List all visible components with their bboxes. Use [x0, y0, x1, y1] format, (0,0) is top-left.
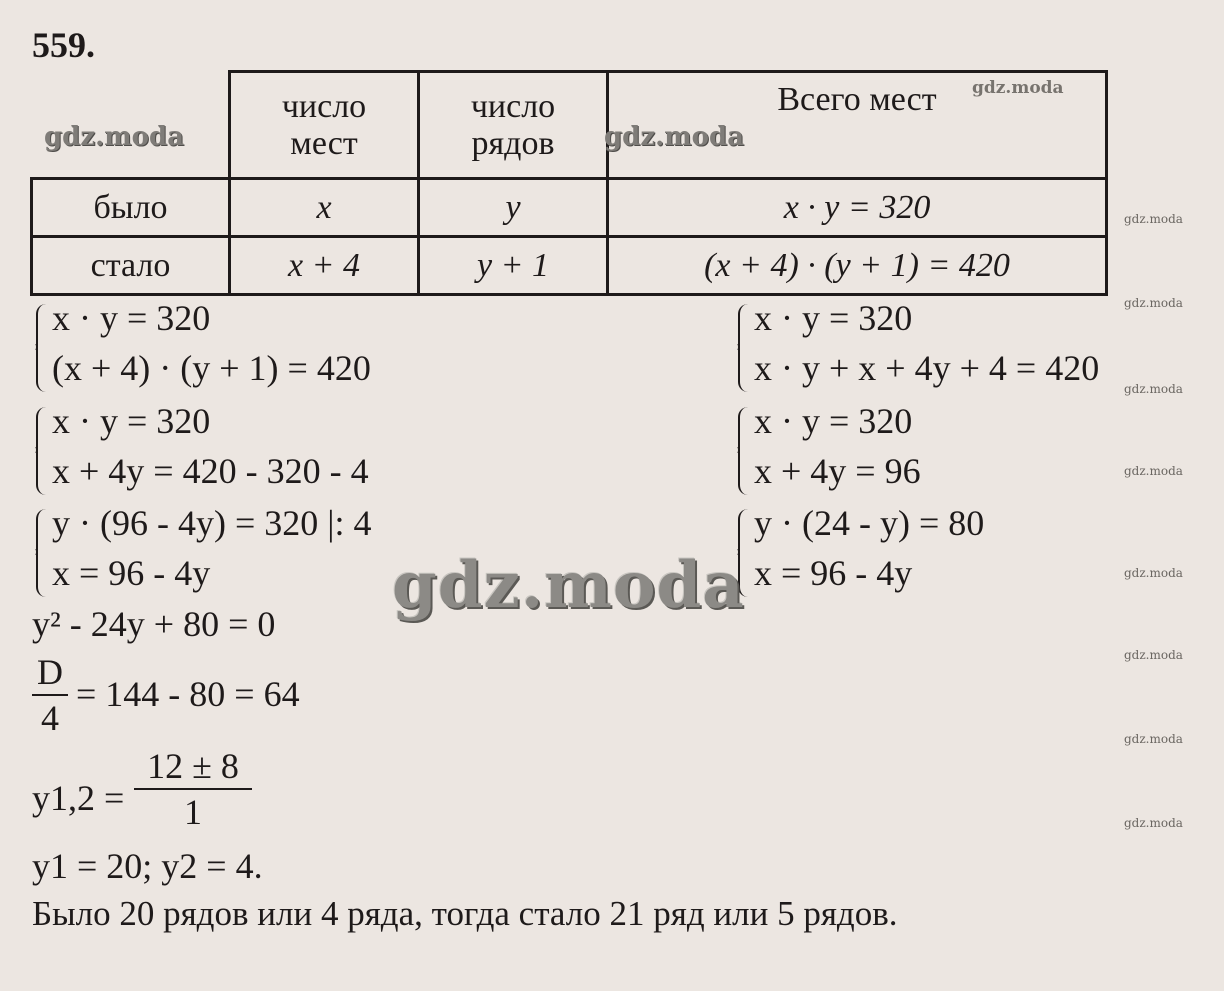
quadratic-equation: y² - 24y + 80 = 0 — [32, 604, 276, 644]
problem-table — [30, 70, 1108, 296]
table-cell: x · y = 320 — [608, 179, 1107, 237]
table-header-cell: Всего мест — [608, 72, 1107, 179]
equation-line: x + 4y = 420 - 320 - 4 — [52, 451, 369, 491]
roots-fraction — [134, 748, 252, 830]
table-cell: y + 1 — [419, 237, 608, 295]
system-brace — [738, 304, 750, 392]
fraction-denominator: 1 — [184, 792, 202, 832]
equation-line: x = 96 - 4y — [52, 553, 211, 593]
watermark-logo: gdz.moda — [1124, 648, 1183, 662]
watermark-logo: gdz.moda — [392, 548, 745, 623]
table-header-cell: число рядов — [419, 72, 608, 179]
roots-result: y1 = 20; y2 = 4. — [32, 846, 263, 886]
system-brace — [738, 407, 750, 495]
fraction-numerator: 12 ± 8 — [147, 746, 239, 786]
equation-line: x · y = 320 — [754, 298, 913, 338]
equation-line: (x + 4) · (y + 1) = 420 — [52, 348, 371, 388]
equation-system — [36, 300, 596, 400]
watermark-logo: gdz.moda — [972, 78, 1064, 98]
equation-line: x · y = 320 — [754, 401, 913, 441]
watermark-logo: gdz.moda — [1124, 732, 1183, 746]
answer-text: Было 20 рядов или 4 ряда, тогда стало 21 ряд или 5 рядов. — [32, 894, 898, 933]
equation-line: x = 96 - 4y — [754, 553, 913, 593]
table-cell: x — [230, 179, 419, 237]
equation-line: x · y = 320 — [52, 401, 211, 441]
fraction-bar — [134, 788, 252, 790]
table-cell: было — [32, 179, 230, 237]
watermark-logo: gdz.moda — [1124, 816, 1183, 830]
table-cell: (x + 4) · (y + 1) = 420 — [608, 237, 1107, 295]
system-brace — [36, 407, 48, 495]
equation-line: y · (96 - 4y) = 320 |: 4 — [52, 503, 372, 543]
watermark-logo: gdz.moda — [1124, 566, 1183, 580]
discriminant-value: = 144 - 80 = 64 — [76, 674, 300, 714]
problem-number: 559. — [32, 25, 95, 65]
table-cell: стало — [32, 237, 230, 295]
table-header-row — [32, 72, 1107, 179]
watermark-logo: gdz.moda — [44, 122, 185, 152]
table-cell: y — [419, 179, 608, 237]
equation-line: y · (24 - y) = 80 — [754, 503, 985, 543]
table-row — [32, 237, 1107, 295]
watermark-logo: gdz.moda — [604, 122, 745, 152]
equation-line: x + 4y = 96 — [754, 451, 921, 491]
table-header-cell: число мест — [230, 72, 419, 179]
table-cell: x + 4 — [230, 237, 419, 295]
watermark-logo: gdz.moda — [1124, 296, 1183, 310]
system-brace — [36, 509, 48, 597]
watermark-logo: gdz.moda — [1124, 464, 1183, 478]
system-brace — [36, 304, 48, 392]
table-row — [32, 179, 1107, 237]
equation-system — [36, 403, 596, 503]
fraction-numerator: D — [37, 652, 63, 692]
fraction-denominator: 4 — [41, 698, 59, 738]
watermark-logo: gdz.moda — [1124, 212, 1183, 226]
fraction-bar — [32, 694, 68, 696]
roots-lhs: y1,2 = — [32, 778, 125, 818]
watermark-logo: gdz.moda — [1124, 382, 1183, 396]
equation-line: x · y = 320 — [52, 298, 211, 338]
discriminant-fraction — [32, 654, 68, 736]
equation-system — [738, 403, 1208, 503]
equation-system — [738, 505, 1208, 605]
equation-line: x · y + x + 4y + 4 = 420 — [754, 348, 1100, 388]
